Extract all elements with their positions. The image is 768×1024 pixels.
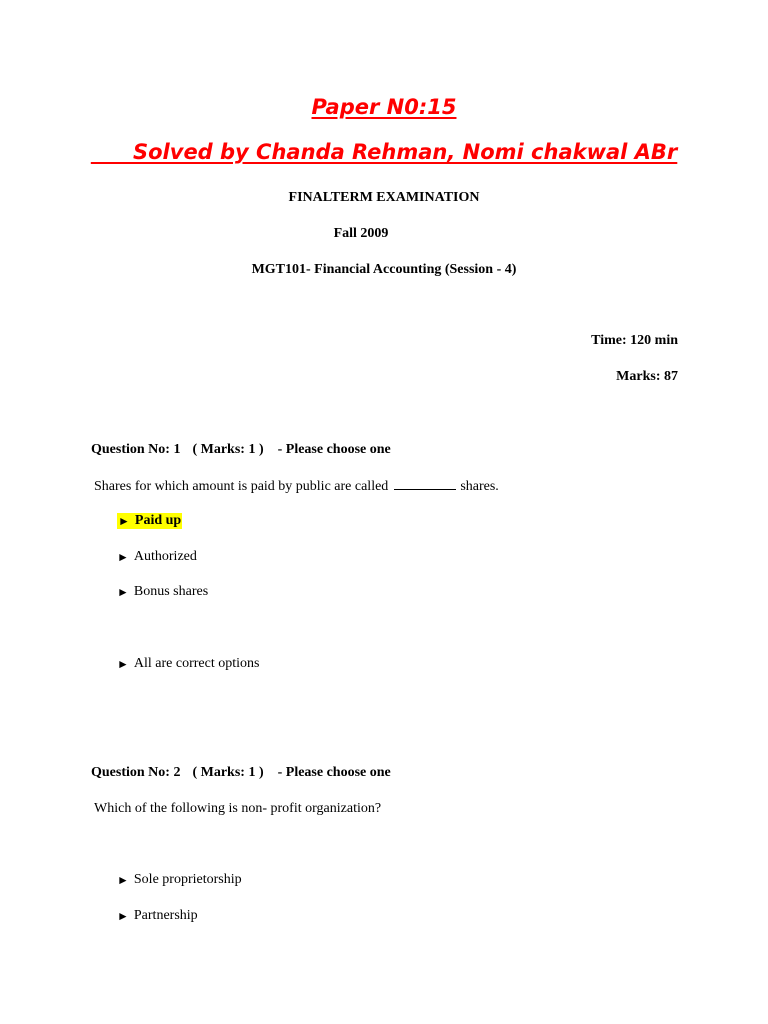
- answer-blank: [394, 478, 456, 490]
- right-pointer-icon: ►: [118, 513, 130, 528]
- option-all-correct[interactable]: [117, 656, 259, 672]
- option-label: All are correct options: [133, 656, 260, 671]
- question-marks: ( Marks: 1 ): [192, 765, 264, 780]
- question-number: Question No: 1: [91, 442, 181, 457]
- exam-term: Fall 2009: [333, 226, 389, 241]
- right-pointer-icon: ►: [117, 584, 129, 599]
- exam-marks: Marks: 87: [616, 369, 678, 384]
- question-text-before: Shares for which amount is paid by public are called: [94, 479, 389, 494]
- option-bonus-shares[interactable]: [117, 584, 208, 600]
- paper-title: Paper N0:15: [311, 95, 457, 119]
- question-1-header: [91, 442, 391, 458]
- option-label: Bonus shares: [133, 584, 209, 599]
- option-partnership[interactable]: [117, 908, 198, 924]
- option-sole-proprietorship[interactable]: [117, 872, 242, 888]
- right-pointer-icon: ►: [117, 908, 129, 923]
- question-instruction: - Please choose one: [277, 442, 391, 457]
- exam-title: FINALTERM EXAMINATION: [288, 190, 480, 205]
- option-label: Partnership: [133, 908, 198, 923]
- question-2-text: Which of the following is non- profit organization?: [94, 801, 382, 816]
- exam-course: MGT101- Financial Accounting (Session - 4): [251, 262, 517, 277]
- option-label: Authorized: [133, 549, 197, 564]
- option-authorized[interactable]: [117, 549, 197, 565]
- question-instruction: - Please choose one: [277, 765, 391, 780]
- right-pointer-icon: ►: [117, 549, 129, 564]
- question-marks: ( Marks: 1 ): [192, 442, 264, 457]
- exam-time: Time: 120 min: [591, 333, 678, 348]
- question-2-header: [91, 765, 391, 781]
- option-paid-up[interactable]: [117, 513, 182, 529]
- solved-by-line: ____Solved by Chanda Rehman, Nomi chakwal ABr: [91, 140, 678, 164]
- option-label: Paid up: [134, 513, 182, 528]
- question-text-after: shares.: [460, 479, 499, 494]
- question-1-text: [94, 478, 499, 495]
- right-pointer-icon: ►: [117, 656, 129, 671]
- question-number: Question No: 2: [91, 765, 181, 780]
- option-label: Sole proprietorship: [133, 872, 242, 887]
- right-pointer-icon: ►: [117, 872, 129, 887]
